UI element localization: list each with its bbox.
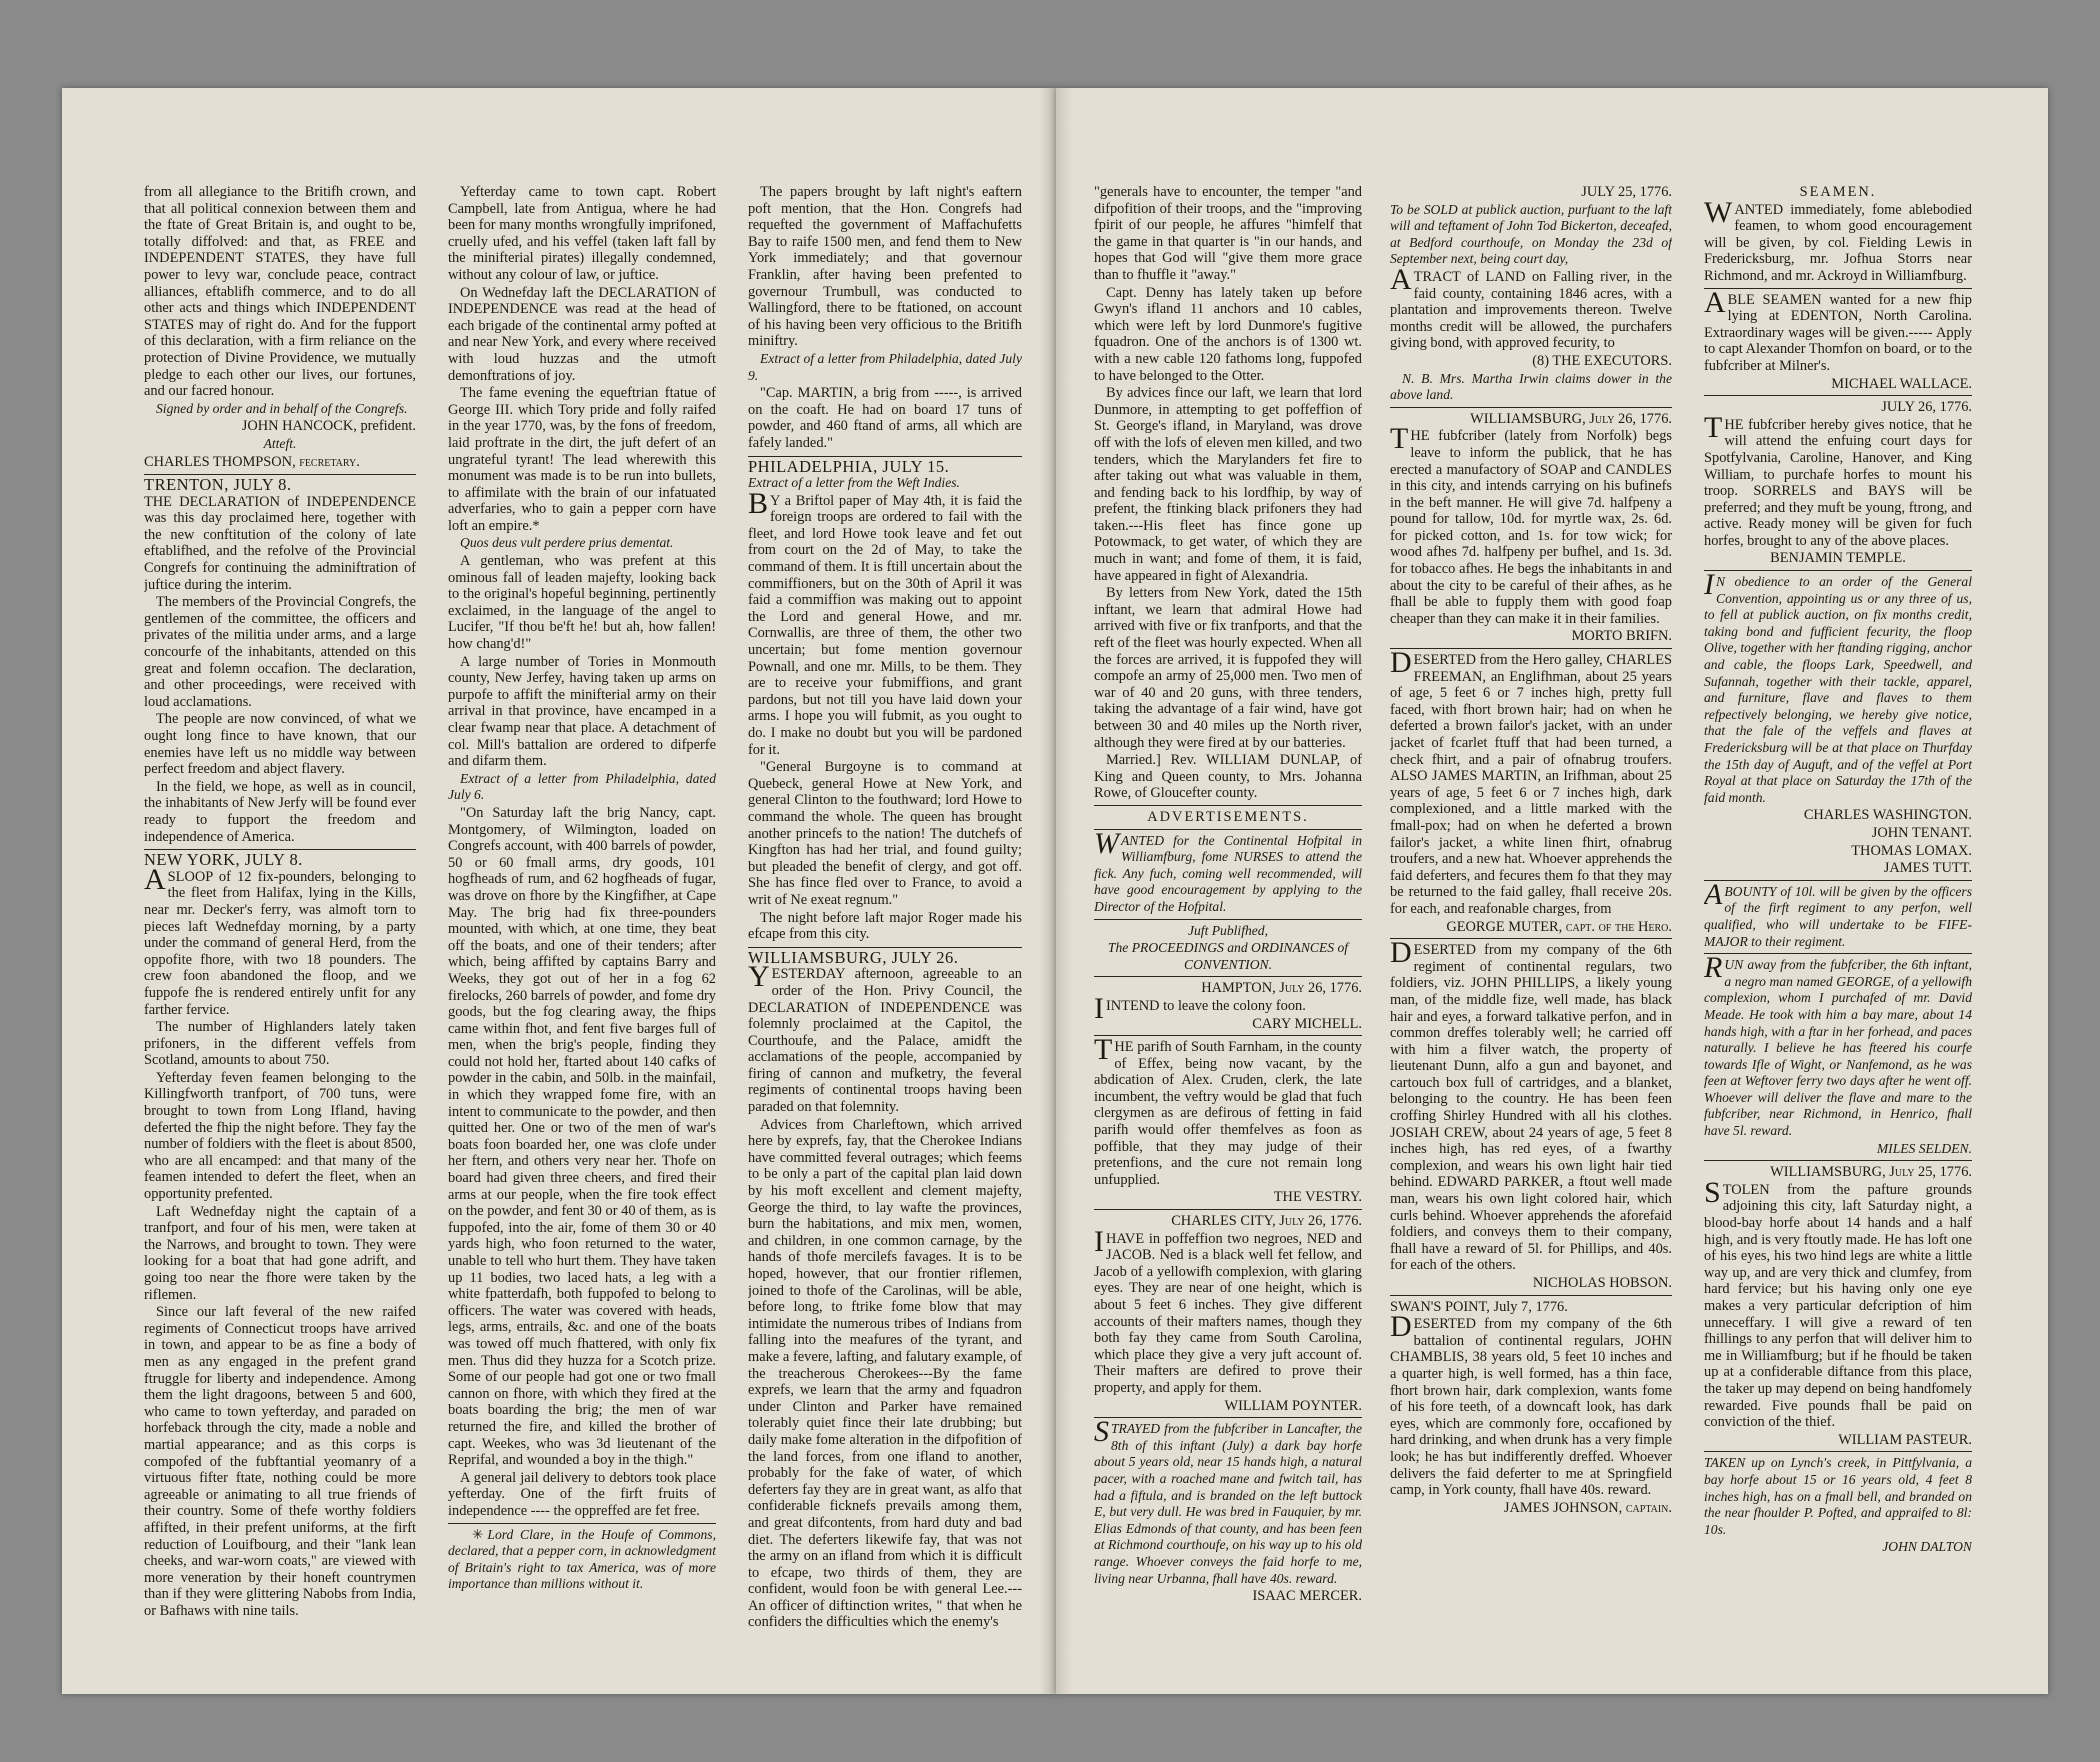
paragraph: A gentleman, who was prefent at this ominous fall of leaden majefty, looking back to the original's hopeful beginning, pertinently exclaimed, in the language of the angel to Lucifer, "If thou be'ft he! but ah, how fallen! how chang'd!" <box>448 553 716 653</box>
paragraph: THE DECLARATION of INDEPENDENCE was this day proclaimed here, together with the new conftitution of the colony of late eftablifhed, and the refolve of the Provincial Congrefs for continuing the adminiftration of juftice during the interim. <box>144 493 416 593</box>
divider <box>1094 805 1362 806</box>
divider <box>1094 919 1362 920</box>
ad-signature: MORTO BRIFN. <box>1571 628 1672 645</box>
ad-dateline: CHARLES CITY, July 26, 1776. <box>1171 1213 1362 1230</box>
paragraph: Advices from Charleftown, which arrived here by exprefs, fay, that the Cherokee Indians have committed feveral outrages; which feems to be only a part of the capital plan laid down by his moft excellent and clement majefty, George the third, to lay wafte the provinces, burn the habitations, and mix men, women, and children, in one common carnage, by the hands of thofe mercilefs favages. It is to be hoped, however, that our frontier riflemen, joined to thofe of the Carolinas, will be able, before long, to ftrike fome blow that may intimidate the numerous tribes of Indians from falling into the meafures of the tyrant, and make a fevere, lafting, and falutary example, of the treacherous Cherokees---By the fame exprefs, we learn that the army and fquadron under Clinton and Parker have remained tolerably quiet fince their late drubbing; but daily make fome alteration in the difpofition of the land forces, from one ifland to another, probably for the fake of water, of which deferters fay they are in great want, as alfo that confiderable ficknefs prevails among them, and great difcontents, from hard duty and bad diet. The deferters likewife fay, that was not the army on an ifland from which it is difficult to efcape, two thirds of them, they are confident, would foon be with general Lee.--- An officer of diftinction writes, " that when he confiders the difficulties which the enemy's <box>748 1116 1022 1631</box>
attest-label: Atteft. <box>263 435 297 451</box>
paragraph: The number of Highlanders lately taken prifoners, in the different veffels from Scotland, amounts to about 750. <box>144 1019 416 1069</box>
auction-notice: To be SOLD at publick auction, purfuant to the laft will and teftament of John Tod Bickerton, deceafed, at Bedford courthoufe, on Monday the 23d of September next, being court day, <box>1390 201 1672 267</box>
advertisement: IINTEND to leave the colony foon. <box>1094 991 1306 1025</box>
ad-signature: WILLIAM POYNTER. <box>1224 1397 1362 1414</box>
paragraph: Yefterday feven feamen belonging to the Killingfworth tranfport, of 700 tuns, were brought to town from Long Ifland, having deferted the fhip the night before. They fay the number of foldiers with the fleet is about 8500, who are all encamped: and that many of the feamen intended to defert the fleet, when an opportunity prefented. <box>144 1069 416 1203</box>
advertisement: ABLE SEAMEN wanted for a new fhip lying at EDENTON, North Carolina. Extraordinary wages will be given.----- Apply to capt Alexander Thomfon on board, or to the fubfcriber at Milner's. <box>1704 285 1972 374</box>
ad-heading: SEAMEN. <box>1799 184 1877 200</box>
divider <box>1704 880 1972 881</box>
advertisement: WANTED immediately, fome ablebodied feamen, to whom good encouragement will be given, by col. Fielding Lewis in Fredericksburg, mr. Jofhua Storrs near Richmond, and mr. Ackroyd in Williamfburg. <box>1704 195 1972 284</box>
ad-signature: (8) THE EXECUTORS. <box>1532 352 1672 369</box>
ad-dateline: WILLIAMSBURG, July 26, 1776. <box>1470 410 1672 427</box>
advertisement: STRAYED from the fubfcriber in Lancafter, the 8th of this inftant (July) a dark bay horfe about 5 years old, near 15 hands high, a natural pacer, with a roached mane and fwitch tail, has had a fiftula, and is branded on the left buttock E, but very dull. He was bred in Fauquier, by mr. Elias Edmonds of that county, and has been feen at Richmond courthoufe, on his way up to his old range. Whoever conveys the faid horfe to me, living near Urbanna, fhall have 40s. reward. <box>1094 1415 1362 1586</box>
ad-signature: ISAAC MERCER. <box>1252 1588 1362 1605</box>
ad-signature: JOHN TENANT. <box>1871 824 1972 841</box>
ad-signature: BENJAMIN TEMPLE. <box>1770 550 1906 567</box>
secretary-name: CHARLES THOMPSON, fecretary. <box>144 453 360 470</box>
nota-bene: N. B. Mrs. Martha Irwin claims dower in the above land. <box>1390 370 1672 403</box>
latin-quote: Quos deus vult perdere prius dementat. <box>460 535 674 551</box>
divider <box>1390 648 1672 649</box>
paragraph: The papers brought by laft night's eaftern poft mention, that the Hon. Congrefs had requefted the government of Maffachufetts Bay to raife 1500 men, and fend them to New York immediately; and that governour Franklin, after having been prefented to governour Trumbull, was conducted to Wallingford, there to be ftationed, on account of his having been very officious to the Britifh miniftry. <box>748 184 1022 350</box>
asterism-icon: ✳ <box>472 1526 484 1542</box>
divider <box>1094 829 1362 830</box>
divider <box>1704 570 1972 571</box>
divider <box>1094 1417 1362 1418</box>
advertisement: THE parifh of South Farnham, in the county of Effex, being now vacant, by the abdication of Alex. Cruden, clerk, the late incumbent, the veftry would be glad that fuch clergymen as are defirous of fetting in faid parifh would offer themfelves as foon as poffible, that they may judge of their pretenfions, and the cure not remain long unfupplied. <box>1094 1033 1362 1188</box>
paragraph: "Cap. MARTIN, a brig from -----, is arrived on the coaft. He had on board 17 tuns of powder, and 460 ftand of arms, all which are fafely landed." <box>748 385 1022 451</box>
dateline: PHILADELPHIA, JULY 15. <box>748 456 1022 476</box>
advertisement: ABOUNTY of 10l. will be given by the officers of the firft regiment to any perfon, well qualified, who will undertake to be FIFE-MAJOR to their regiment. <box>1704 877 1972 949</box>
paragraph: Since our laft feveral of the new raifed regiments of Connecticut troops have arrived in town, and appear to be as fine a body of men as any engaged in the prefent grand ftruggle for liberty and independence. Among them the light dragoons, between 5 and 600, who came to town yefterday, and paraded on horfeback through the city, made a noble and martial appearance; and as this corps is compofed of the fubftantial yeomanry of a virtuous fifter ftate, nothing could be more agreeable or animating to all true friends of their country. Some of thefe worthy foldiers affifted, in their prefent uniforms, at the firft reduction of Louifbourg, and their "lank lean cheeks, and war-worn coats," are viewed with more veneration by their honeft countrymen than if they were glittering Nabobs from India, or Bafhaws with nine tails. <box>144 1304 416 1619</box>
footnote-text: Lord Clare, in the Houfe of Commons, declared, that a pepper corn, in acknowledgment of Britain's right to tax America, was of more importance than millions without it. <box>448 1526 716 1592</box>
ad-signature: JOHN DALTON <box>1882 1539 1972 1555</box>
divider <box>1094 1209 1362 1210</box>
advertisement: TAKEN up on Lynch's creek, in Pittfylvania, a bay horfe about 15 or 16 years old, 4 feet 8 inches high, has on a fmall bell, and branded on the near fhoulder P. Pofted, and appraifed to 8l: 10s. <box>1704 1455 1972 1537</box>
right-column-3 <box>1704 184 1972 1654</box>
left-column-3 <box>748 184 1022 1654</box>
letter-extract-heading: Extract of a letter from Philadelphia, dated July 9. <box>748 350 1022 383</box>
dateline: WILLIAMSBURG, JULY 26. <box>748 947 1022 967</box>
right-column-1 <box>1094 184 1362 1654</box>
ad-signature: CHARLES WASHINGTON. <box>1803 807 1972 824</box>
advertisement: IN obedience to an order of the General Convention, appointing us or any three of us, to fell at publick auction, on fix months credit, taking bond and fufficient fecurity, the floop Olive, together with her ftanding rigging, anchor and cable, the floops Lark, Speedwell, and Sufannah, together with their tackle, apparel, and furniture, flave and flaves to them refpectively belonging, we hereby give notice, that the fale of the veffels and flaves at Fredericksburg will be at that place on Thurfday the 15th day of Auguft, and of the veffel at Port Royal at that place on Saturday the 17th of the faid month. <box>1704 568 1972 805</box>
paragraph: By advices fince our laft, we learn that lord Dunmore, in attempting to get poffeffion of St. George's ifland, in Maryland, was drove off with the lofs of eleven men killed, and two tenders, which the Marylanders fet fire to after taking out what was valuable in them, and fending back to his lordfhip, by way of prefent, the ftinking black prifoners they had taken.---His fleet has fince gone up Potowmack, to get water, of which they are much in want; and fome of them, it is faid, have appeared in fight of Alexandria. <box>1094 385 1362 584</box>
paragraph: BY a Briftol paper of May 4th, it is faid the foreign troops are ordered to fail with the fleet, and lord Howe took leave and fet out from court on the 2d of May, to take the command of them. It is ftill uncertain about the commiffioners, but on the 30th of April it was faid a commiffion was making out to appoint the Lord and general Howe, and mr. Cornwallis, are three of them, the other two uncertain; but fome mention governour Pownall, and one mr. Mills, to be them. They are to receive your fubmiffions, and grant pardons, but not till you have laid down your arms. I hope you will fubmit, as you ought to do. I make no doubt but you will be pardoned for it. <box>748 486 1022 758</box>
left-column-1 <box>144 184 416 1654</box>
ad-dateline: WILLIAMSBURG, July 25, 1776. <box>1770 1164 1972 1181</box>
signature-name: JOHN HANCOCK, prefident. <box>241 418 416 435</box>
left-column-2 <box>448 184 716 1654</box>
paragraph: The fame evening the equeftrian ftatue of George III. which Tory pride and folly raifed in the year 1770, was, by the fons of freedom, laid proftrate in the dirt, the juft defert of an ungrateful tyrant! The lead wherewith this monument was made is to be run into bullets, to affimilate with the brain of our infatuated adverfaries, who to gain a pepper corn have loft an empire.* <box>448 385 716 534</box>
paragraph: Capt. Denny has lately taken up before Gwyn's ifland 11 anchors and 10 cables, which were left by lord Dunmore's fugitive fquadron. One of the anchors is of 1300 wt. with a new cable 120 fathoms long, fuppofed to have belonged to the Otter. <box>1094 284 1362 384</box>
paragraph: Yefterday came to town capt. Robert Campbell, late from Antigua, where he had been for many months wrongfully imprifoned, cruelly ufed, and his veffel (taken laft fall by the minifterial pirates) illegally condemned, without any colour of law, or juftice. <box>448 184 716 283</box>
ad-dateline: JULY 26, 1776. <box>1881 399 1972 416</box>
paragraph: from all allegiance to the Britifh crown, and that all political connexion between them and the ftate of Great Britain is, and ought to be, totally diffolved: and that, as FREE and INDEPENDENT STATES, they have full power to levy war, conclude peace, contract alliances, eftablifh commerce, and to do all other acts and things which INDEPENDENT STATES may of right do. And for the fupport of this declaration, with a firm reliance on the protection of Divine Providence, we mutually pledge to each other our lives, our fortunes, and our facred honour. <box>144 184 416 400</box>
divider <box>1390 938 1672 939</box>
paragraph: The people are now convinced, of what we ought long fince to have known, that our enemies have left us no middle way between perfect freedom and abject flavery. <box>144 711 416 778</box>
paragraph: "On Saturday laft the brig Nancy, capt. Montgomery, of Wilmington, loaded on Congrefs account, with 400 barrels of powder, 50 or 60 fmall arms, dry goods, 101 hogfheads of rum, and 62 hogfheads of fugar, was drove on fhore by the Kingfifher, at Cape May. The brig had fix three-pounders mounted, with which, at one time, they beat off the boats, and one of their tenders; after which, being affifted by captains Barry and Weeks, they got out of her in a fog 62 firelocks, 260 barrels of powder, and fome dry goods, but the fog clearing away, the fhips came within fhot, and fent five barges full of men, when the brig's people, finding they could not hold her, ftarted about 140 cafks of powder in the cabin, and 50lb. in the mainfail, in which they wrapped fome fire, with an intent to communicate to the powder, and then quitted her. One or two of the men of war's boats foon boarded her, one was clofe under her ftern, and others very near her. Thofe on board had given three cheers, and fired their arms at our people, when the fire took effect on the powder, and fent 30 or 40 of them, as is fuppofed, into the air, fome of them 30 or 40 yards high, who foon returned to the water, unable to tell who hurt them. They have taken up 11 bodies, two laced hats, a leg with a white fpatterdafh, both fuppofed to belong to officers. The water was covered with heads, legs, arms, entrails, &c. and one of the boats was towed off much fhattered, with only fix men. Thus did they huzza for a Scotch prize. Some of our people had got one or two fmall cannon on fhore, with which they fired at the boats boarding the brig; the men of war returned the fire, and killed the brother of capt. Weekes, who was 3d lieutenant of the Reprifal, and wounded a boy in the thigh." <box>448 804 716 1469</box>
paragraph: YESTERDAY afternoon, agreeable to an order of the Hon. Privy Council, the DECLARATION of INDEPENDENCE was folemnly proclaimed at the Capitol, the Courthoufe, and the Palace, amidft the acclamations of the people, accompanied by firing of cannon and mufketry, the feveral regiments of continental troops having been paraded on that folemnity. <box>748 960 1022 1116</box>
divider <box>1094 1035 1362 1036</box>
dateline: NEW YORK, JULY 8. <box>144 849 416 869</box>
ad-signature: MILES SELDEN. <box>1876 1140 1972 1156</box>
advertisement: ATRACT of LAND on Falling river, in the faid county, containing 1846 acres, with a plantation and improvements thereon. Twelve months credit will be allowed, the purchafers giving bond, with approved fecurity, to <box>1390 262 1672 352</box>
ad-signature: THOMAS LOMAX. <box>1851 842 1972 859</box>
publication-notice-label: Juft Publifhed, <box>1187 922 1269 938</box>
ad-signature: NICHOLAS HOBSON. <box>1532 1275 1672 1291</box>
paragraph: The members of the Provincial Congrefs, the gentlemen of the committee, the officers and privates of the militia under arms, and a large concourfe of the inhabitants, attended on this great and folemn occafion. The declaration, and other proceedings, were received with loud acclamations. <box>144 594 416 710</box>
footnote <box>448 1527 716 1593</box>
advertisement: THE fubfcriber (lately from Norfolk) begs leave to inform the publick, that he has erected a manufactory of SOAP and CANDLES in this city, and intends carrying on his bufinefs in the beft manner. He will give 7d. halfpeny a pound for tallow, 10d. for myrtle wax, 2s. 6d. for picked cotton, and 1s. for tow wick; for wood afhes 7d. halfpeny per bufhel, and 1s. 3d. for tobacco afhes. He begs the inhabitants in and about the city to be careful of their afhes, as he fhall be able to fupply them with good foap cheaper than they can make it in their families. <box>1390 422 1672 627</box>
publication-title: The PROCEEDINGS and ORDINANCES of CONVENTION. <box>1107 940 1349 972</box>
divider <box>1704 953 1972 954</box>
divider <box>1704 1160 1972 1161</box>
right-page <box>1056 88 2048 1694</box>
paragraph: A general jail delivery to debtors took place yefterday. One of the firft fruits of independence ---- the oppreffed are fet free. <box>448 1469 716 1519</box>
signature-note: Signed by order and in behalf of the Congrefs. <box>156 400 408 416</box>
ad-signature: THE VESTRY. <box>1273 1189 1362 1206</box>
advertisement: STOLEN from the pafture grounds adjoining this city, laft Saturday night, a blood-bay horfe about 14 hands and a half high, and is very ftoutly made. He has loft one of his eyes, his two hind legs are white a little way up, and are very thick and clumfey, from hard fervice; but his having only one eye makes a very particular defcription of him unneceffary. I will give a reward of ten fhillings to any perfon that will deliver him to me in Williamfburg; but if he fhould be taken up at a confiderable diftance from this place, the taker up may depend on being handfomely rewarded. Five pounds fhall be paid on conviction of the thief. <box>1704 1175 1972 1431</box>
divider <box>1094 976 1362 977</box>
advertisement: DESERTED from my company of the 6th regiment of continental regulars, two foldiers, viz. JOHN PHILLIPS, a likely young man, of the middle fize, well made, has black hair and eyes, a forward talkative perfon, and in common dreffes tolerably well; he carried off with him a filver watch, the property of lieutenant Dunn, alfo a gun and bayonet, and cartouch box full of cartridges, and a blanket, belonging to the country. He has been feen croffing Shirley Hundred with all his clothes. JOSIAH CREW, about 24 years of age, 5 feet 8 inches high, has red eyes, of a fwarthy complexion, and wears his own light hair tied behind. EDWARD PARKER, a ftout well made man, wears his own light colored hair, which curls behind. Whoever apprehends the aforefaid foldiers, and conveys them to their company, fhall have a reward of 5l. for Phillips, and 40s. for each of the others. <box>1390 936 1672 1274</box>
paragraph: In the field, we hope, as well as in council, the inhabitants of New Jerfy will be found ever ready to fupport the freedom and independence of America. <box>144 778 416 845</box>
ad-dateline: JULY 25, 1776. <box>1581 184 1672 200</box>
paragraph: On Wednefday laft the DECLARATION of INDEPENDENCE was read at the head of each brigade of the continental army pofted at and near New York, and every where received with loud huzzas and the utmoft demonftrations of joy. <box>448 284 716 384</box>
advertisement: RUN away from the fubfcriber, the 6th inftant, a negro man named GEORGE, of a yellowifh complexion, whom I purchafed of mr. David Meade. He took with him a bay mare, about 14 hands high, with a ftar in her forhead, and paces naturally. I believe he has fteered his courfe towards Ifle of Wight, or Nanfemond, as he was feen at Weftover ferry two days after he went off. Whoever will deliver the flave and mare to the fubfcriber, near Richmond, in Henrico, fhall have 5l. reward. <box>1704 951 1972 1139</box>
dateline: TRENTON, JULY 8. <box>144 474 416 494</box>
ad-signature: GEORGE MUTER, capt. of the Hero. <box>1446 918 1672 935</box>
divider <box>1390 1295 1672 1296</box>
divider <box>448 1523 716 1524</box>
advertisement: IHAVE in poffeffion two negroes, NED and JACOB. Ned is a black well fet fellow, and Jacob of a yellowifh complexion, with glaring eyes. They are near of one height, which is about 5 feet 6 inches. They give different accounts of their mafters names, though they both fay they came from South Carolina, which place they give a very juft account of. Their mafters are defired to prove their property, and apply for them. <box>1094 1224 1362 1396</box>
right-column-2 <box>1390 184 1672 1654</box>
advertisements-heading: ADVERTISEMENTS. <box>1147 808 1309 825</box>
divider <box>1704 395 1972 396</box>
advertisement: DESERTED from my company of the 6th battalion of continental regulars, JOHN CHAMBLIS, 38 years old, 5 feet 10 inches and a quarter high, is well formed, has a thin face, fhort brown hair, dark complexion, wants fome of his fore teeth, of a downcaft look, has dark eyes, which are commonly fore, occafioned by hard drinking, and when drunk has a very fimple look; he has but indifferently dreffed. Whoever delivers the faid deferter to me at Springfield camp, in York county, fhall have 40s. reward. <box>1390 1310 1672 1499</box>
marriage-notice: Married.] Rev. WILLIAM DUNLAP, of King and Queen county, to Mrs. Johanna Rowe, of Gloucefter county. <box>1094 752 1362 802</box>
paragraph: By letters from New York, dated the 15th inftant, we learn that admiral Howe had arrived with five or fix tranfports, and that the reft of the fleet was hourly expected. When all the forces are arrived, it is fuppofed they will compofe an army of 25,000 men. Two men of war of 40 and 20 guns, with three tenders, taking the advantage of a fair wind, have got between 30 and 40 miles up the North river, although they were fired at by our batteries. <box>1094 585 1362 751</box>
paragraph: Laft Wednefday night the captain of a tranfport, and four of his men, were taken at the Narrows, and brought to town. They were looking for a boat that had gone adrift, and going too near the fhore were taken by the riflemen. <box>144 1203 416 1303</box>
paragraph: "generals have to encounter, the temper "and difpofition of their troops, and the "improving fpirit of our people, he affures "himfelf that the game in that quarter is "in our hands, and hopes that God will "give them more grace than to fhuffle it "away." <box>1094 184 1362 283</box>
left-page <box>62 88 1056 1694</box>
paragraph: ASLOOP of 12 fix-pounders, belonging to the fleet from Halifax, lying in the Kills, near mr. Decker's ferry, was almoft torn to pieces laft Wednefday morning, by a party under the command of general Herd, from the oppofite fhore, with two 18 pounders. The crew foon abandoned the floop, and we fuppofe fhe is rendered entirely unfit for any farther fervice. <box>144 862 416 1018</box>
letter-extract-heading: Extract of a letter from the Weft Indies. <box>748 475 960 491</box>
ad-signature: JAMES TUTT. <box>1883 860 1972 877</box>
advertisement: DESERTED from the Hero galley, CHARLES FREEMAN, an Englifhman, about 25 years of age, 5 feet 6 or 7 inches high, pretty full faced, with fhort brown hair; had on when he deferted a brown failor's jacket, with an under jacket of fcarlet ftuff that had been turned, a check fhirt, and a pair of ofnabrug troufers. ALSO JAMES MARTIN, an Irifhman, about 25 years of age, 5 feet 6 or 7 inches high, dark complexioned, and a little marked with the fmall-pox; had on when he deferted a brown failor's jacket, a white linen fhirt, ofnabrug troufers, and a new hat. Whoever apprehends the faid deferters, and fecures them fo that they may be returned to the faid galley, fhall receive 20s. for each, and reafonable charges, from <box>1390 646 1672 917</box>
divider <box>1704 288 1972 289</box>
advertisement: WANTED for the Continental Hofpital in Williamfburg, fome NURSES to attend the fick. Any fuch, coming well recommended, will have good encouragement by applying to the Director of the Hofpital. <box>1094 826 1362 914</box>
paragraph: The night before laft major Roger made his efcape from this city. <box>748 909 1022 943</box>
paragraph: A large number of Tories in Monmouth county, New Jerfey, having taken up arms on purpofe to affift the minifterial army on their arrival in that province, have encamped in a clear fwamp near that place. A detachment of col. Mill's battalion are ordered to difperfe and difarm them. <box>448 653 716 770</box>
ad-signature: JAMES JOHNSON, captain. <box>1503 1499 1672 1516</box>
divider <box>1390 407 1672 408</box>
ad-dateline: SWAN'S POINT, July 7, 1776. <box>1390 1298 1568 1315</box>
letter-extract-heading: Extract of a letter from Philadelphia, dated July 6. <box>448 770 716 803</box>
ad-signature: CARY MICHELL. <box>1252 1015 1362 1032</box>
ad-signature: MICHAEL WALLACE. <box>1831 375 1972 392</box>
divider <box>1704 1451 1972 1452</box>
advertisement: THE fubfcriber hereby gives notice, that he will attend the enfuing court days for Spotfylvania, Caroline, Hanover, and King William, to purchafe horfes to mount his troop. SORRELS and BAYS will be preferred; and they muft be young, ftrong, and active. Ready money will be given for fuch horfes, brought to any of the above places. <box>1704 410 1972 549</box>
paragraph: "General Burgoyne is to command at Quebeck, general Howe at New York, and general Clinton to the fouthward; lord Howe to command the whole. The queen has brought another princefs to the nation! The dutchefs of Kingfton has had her trial, and found guilty; but pleaded the benefit of clergy, and got off. She has fince fled over to France, to avoid a writ of Ne exeat regnum." <box>748 759 1022 908</box>
ad-dateline: HAMPTON, July 26, 1776. <box>1201 980 1362 997</box>
ad-signature: WILLIAM PASTEUR. <box>1838 1431 1972 1448</box>
